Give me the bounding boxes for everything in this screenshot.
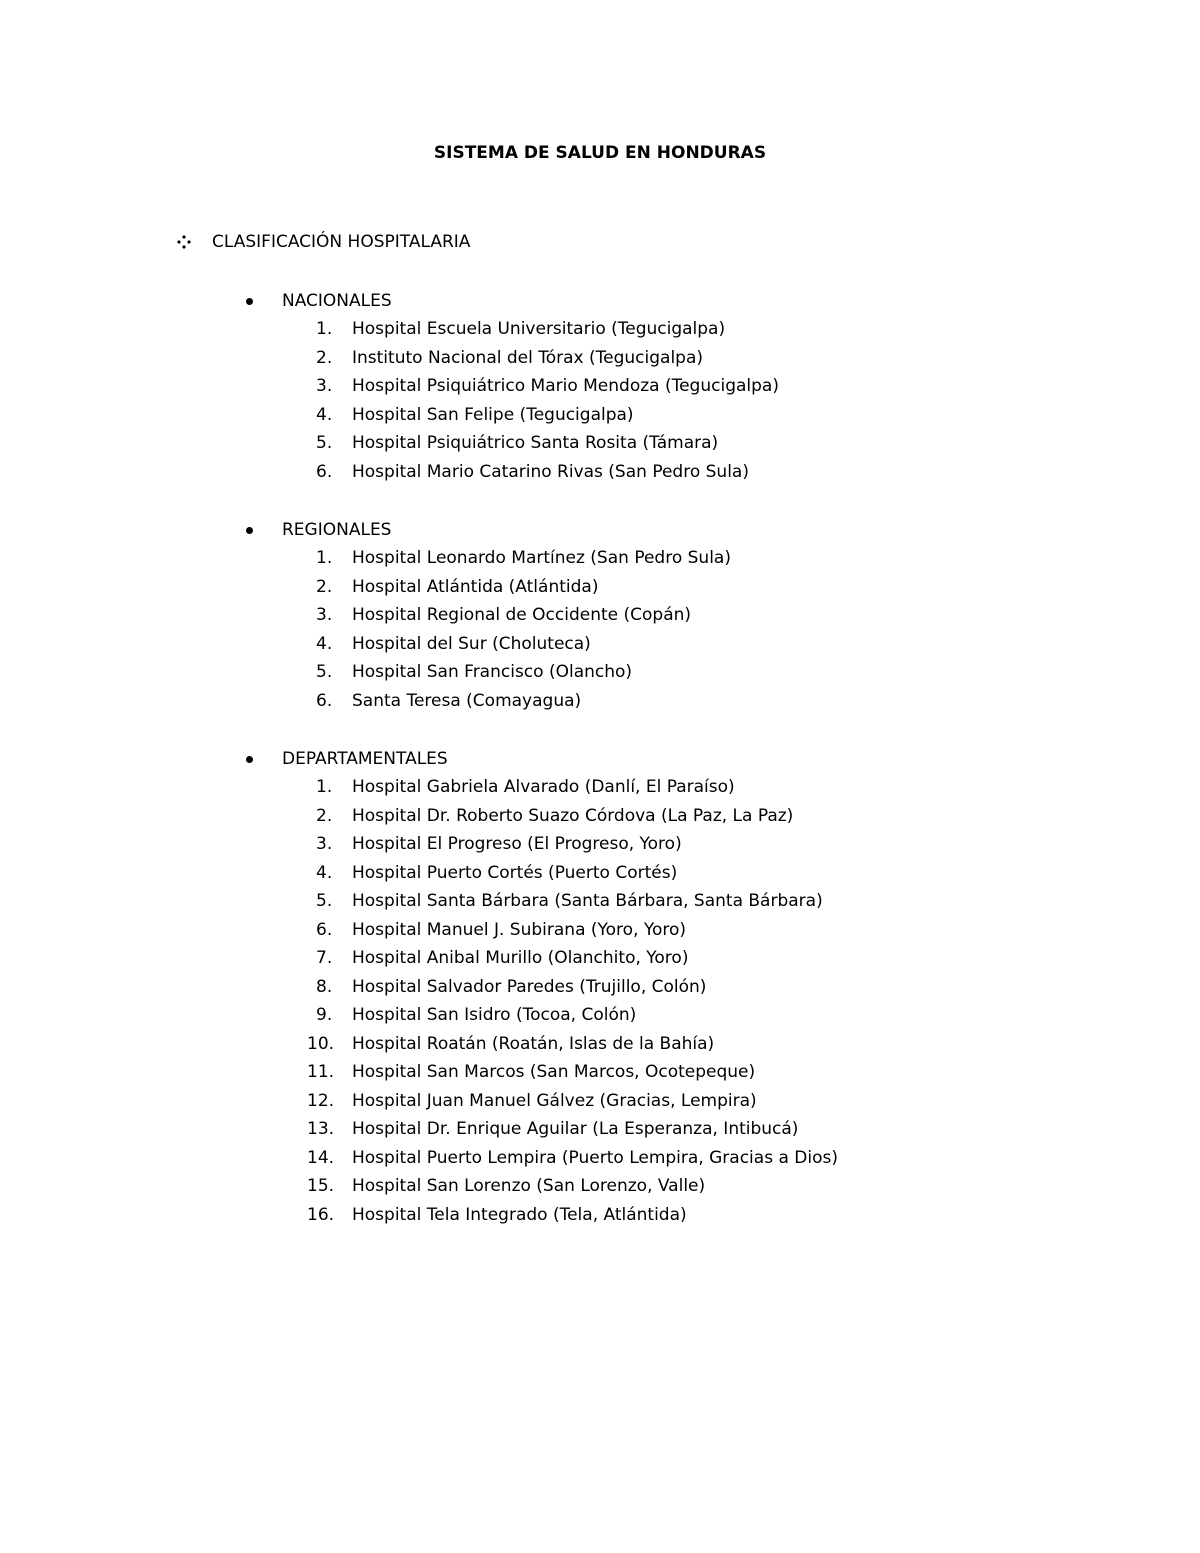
list-item (307, 1030, 838, 1059)
section-heading-label: DEPARTAMENTALES (282, 749, 448, 769)
list-item (316, 372, 779, 401)
list-item (316, 401, 779, 430)
section-departamentales (244, 745, 838, 1229)
item-number: 1. (316, 548, 333, 568)
item-number: 6. (316, 919, 333, 940)
item-text: Hospital Gabriela Alvarado (Danlí, El Paraíso) (352, 777, 735, 797)
section-heading-label: NACIONALES (282, 291, 392, 311)
list-item (307, 1144, 838, 1173)
item-text: Hospital Tela Integrado (Tela, Atlántida) (352, 1204, 687, 1225)
main-heading-label: CLASIFICACIÓN HOSPITALARIA (212, 232, 471, 252)
list-item (316, 687, 731, 716)
item-text: Hospital Manuel J. Subirana (Yoro, Yoro) (352, 919, 687, 940)
item-number: 6. (316, 461, 333, 482)
item-number: 16. (307, 1204, 335, 1225)
list-item (316, 344, 779, 373)
item-number: 14. (307, 1147, 335, 1168)
list-item (316, 802, 838, 831)
item-number: 13. (307, 1119, 335, 1139)
main-heading (176, 232, 470, 252)
list-item (316, 601, 731, 630)
item-number: 9. (316, 1005, 333, 1025)
item-number: 4. (316, 862, 333, 883)
list-item (307, 1172, 838, 1201)
list-item (316, 944, 838, 973)
hospital-list (244, 544, 731, 715)
list-item (316, 859, 838, 888)
item-text: Hospital Santa Bárbara (Santa Bárbara, Santa Bárbara) (352, 891, 823, 911)
list-item (316, 429, 779, 458)
item-text: Hospital San Isidro (Tocoa, Colón) (352, 1005, 637, 1025)
section-heading (244, 287, 779, 315)
item-text: Hospital San Francisco (Olancho) (352, 662, 633, 682)
item-number: 15. (307, 1176, 335, 1196)
item-text: Hospital Leonardo Martínez (San Pedro Sula) (352, 548, 731, 568)
item-number: 2. (316, 347, 333, 368)
item-text: Hospital Mario Catarino Rivas (San Pedro Sula) (352, 461, 749, 482)
list-item (316, 830, 838, 859)
item-text: Hospital San Felipe (Tegucigalpa) (352, 404, 634, 425)
list-item (316, 315, 779, 344)
item-number: 3. (316, 834, 333, 854)
list-item (316, 573, 731, 602)
page-title: SISTEMA DE SALUD EN HONDURAS (433, 143, 767, 163)
item-number: 4. (316, 404, 333, 425)
section-heading (244, 745, 838, 773)
list-item (316, 1001, 838, 1030)
section-heading-label: REGIONALES (282, 520, 392, 540)
list-item (316, 458, 779, 487)
item-number: 8. (316, 976, 333, 997)
hospital-list (244, 315, 779, 486)
item-text: Hospital Dr. Roberto Suazo Córdova (La Paz, La Paz) (352, 805, 794, 826)
list-item (307, 1058, 838, 1087)
list-item (316, 630, 731, 659)
item-text: Hospital Anibal Murillo (Olanchito, Yoro) (352, 948, 689, 968)
bullet-icon (246, 527, 253, 534)
list-item (307, 1115, 838, 1144)
item-text: Hospital San Marcos (San Marcos, Ocotepeque) (352, 1062, 756, 1082)
item-text: Hospital Dr. Enrique Aguilar (La Esperanza, Intibucá) (352, 1119, 799, 1139)
item-text: Hospital San Lorenzo (San Lorenzo, Valle) (352, 1176, 706, 1196)
item-number: 11. (307, 1062, 335, 1082)
item-text: Hospital El Progreso (El Progreso, Yoro) (352, 834, 682, 854)
item-text: Hospital Salvador Paredes (Trujillo, Colón) (352, 976, 707, 997)
item-number: 3. (316, 376, 333, 396)
item-text: Hospital Roatán (Roatán, Islas de la Bahía) (352, 1033, 715, 1054)
list-item (316, 544, 731, 573)
item-number: 5. (316, 662, 333, 682)
item-text: Hospital Regional de Occidente (Copán) (352, 605, 692, 625)
item-text: Instituto Nacional del Tórax (Tegucigalpa) (352, 347, 704, 368)
item-number: 7. (316, 948, 333, 968)
item-number: 5. (316, 433, 333, 453)
item-text: Hospital Juan Manuel Gálvez (Gracias, Lempira) (352, 1090, 757, 1111)
item-number: 3. (316, 605, 333, 625)
list-item (316, 658, 731, 687)
list-item (316, 887, 838, 916)
section-heading (244, 516, 731, 544)
item-number: 10. (307, 1033, 335, 1054)
item-number: 2. (316, 805, 333, 826)
list-item (316, 773, 838, 802)
item-text: Santa Teresa (Comayagua) (352, 690, 582, 711)
item-text: Hospital Psiquiátrico Santa Rosita (Támara) (352, 433, 719, 453)
list-item (316, 916, 838, 945)
hospital-list (244, 773, 838, 1229)
item-number: 4. (316, 633, 333, 654)
item-number: 1. (316, 777, 333, 797)
item-number: 1. (316, 319, 333, 339)
section-regionales (244, 516, 731, 715)
item-number: 12. (307, 1090, 335, 1111)
bullet-icon (246, 298, 253, 305)
list-item (316, 973, 838, 1002)
list-item (307, 1201, 838, 1230)
item-text: Hospital Puerto Cortés (Puerto Cortés) (352, 862, 678, 883)
list-item (307, 1087, 838, 1116)
item-text: Hospital Atlántida (Atlántida) (352, 576, 599, 597)
item-number: 6. (316, 690, 333, 711)
bullet-icon (246, 756, 253, 763)
item-text: Hospital Puerto Lempira (Puerto Lempira, Gracias a Dios) (352, 1147, 838, 1168)
item-text: Hospital Psiquiátrico Mario Mendoza (Tegucigalpa) (352, 376, 779, 396)
four-diamond-bullet-icon (176, 234, 192, 250)
item-text: Hospital del Sur (Choluteca) (352, 633, 591, 654)
section-nacionales (244, 287, 779, 486)
item-number: 2. (316, 576, 333, 597)
item-number: 5. (316, 891, 333, 911)
item-text: Hospital Escuela Universitario (Tegucigalpa) (352, 319, 726, 339)
